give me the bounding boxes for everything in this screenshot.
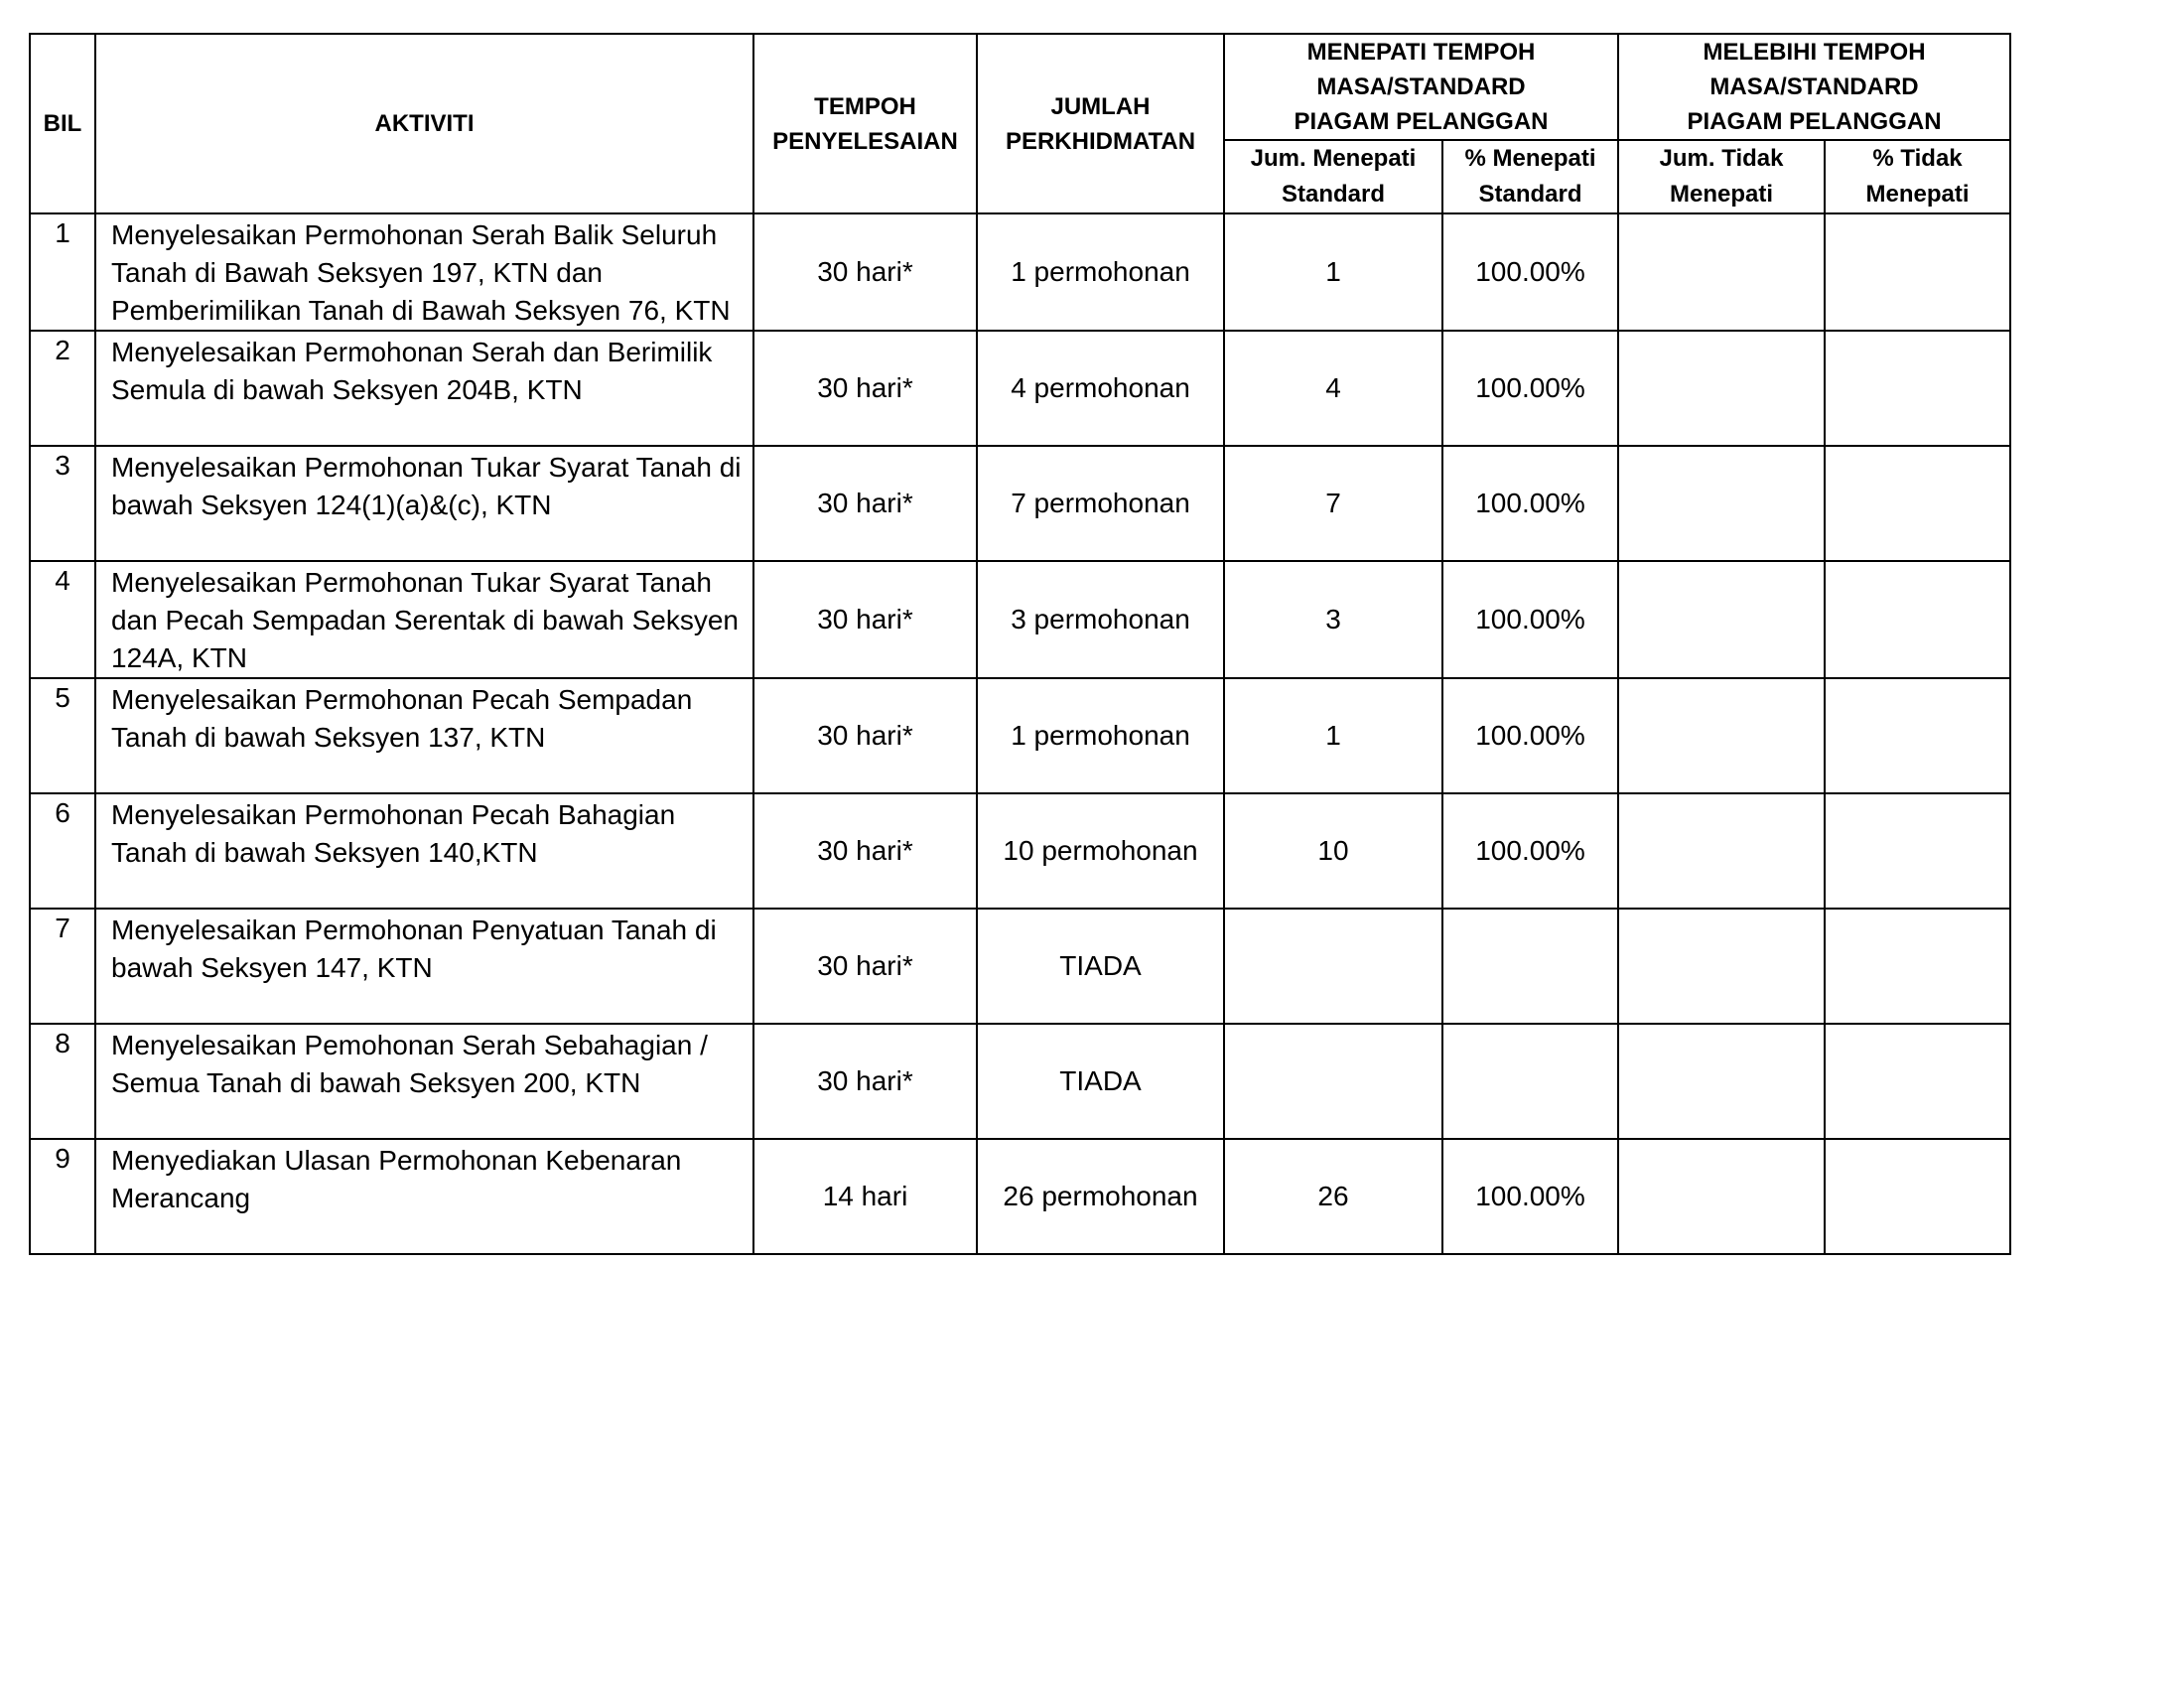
table-row (30, 909, 2010, 1024)
header-jum-tidak-menepati: Jum. Tidak Menepati (1618, 140, 1825, 213)
cell-jum-menepati (1224, 1024, 1442, 1139)
cell-jum-menepati (1224, 909, 1442, 1024)
cell-pct-tidak (1825, 213, 2010, 331)
cell-tempoh: 30 hari* (753, 678, 977, 793)
table-body (30, 213, 2010, 1254)
cell-bil: 6 (30, 793, 95, 909)
cell-jum-menepati: 7 (1224, 446, 1442, 561)
cell-jum-tidak (1618, 678, 1825, 793)
table-row (30, 1024, 2010, 1139)
header-jumlah-perkhidmatan: JUMLAH PERKHIDMATAN (977, 34, 1224, 213)
header-group-melebihi: MELEBIHI TEMPOH MASA/STANDARD PIAGAM PELANGGAN (1618, 34, 2010, 140)
cell-jum-menepati: 26 (1224, 1139, 1442, 1254)
cell-tempoh: 30 hari* (753, 446, 977, 561)
cell-pct-tidak (1825, 1139, 2010, 1254)
table-row (30, 678, 2010, 793)
cell-bil: 7 (30, 909, 95, 1024)
cell-tempoh: 30 hari* (753, 1024, 977, 1139)
cell-jum-tidak (1618, 213, 1825, 331)
cell-pct-menepati: 100.00% (1442, 678, 1618, 793)
cell-jum-tidak (1618, 331, 1825, 446)
cell-pct-menepati: 100.00% (1442, 213, 1618, 331)
cell-pct-tidak (1825, 678, 2010, 793)
cell-aktiviti: Menyelesaikan Permohonan Tukar Syarat Tanah dan Pecah Sempadan Serentak di bawah Seksyen 124A, KTN (95, 561, 753, 678)
cell-aktiviti: Menyelesaikan Permohonan Serah dan Berimilik Semula di bawah Seksyen 204B, KTN (95, 331, 753, 446)
cell-jumlah: 1 permohonan (977, 678, 1224, 793)
cell-aktiviti: Menyelesaikan Permohonan Tukar Syarat Tanah di bawah Seksyen 124(1)(a)&(c), KTN (95, 446, 753, 561)
cell-tempoh: 30 hari* (753, 331, 977, 446)
header-group-menepati: MENEPATI TEMPOH MASA/STANDARD PIAGAM PELANGGAN (1224, 34, 1618, 140)
cell-pct-menepati: 100.00% (1442, 331, 1618, 446)
cell-pct-tidak (1825, 793, 2010, 909)
cell-bil: 2 (30, 331, 95, 446)
cell-jumlah: TIADA (977, 909, 1224, 1024)
table-header (30, 34, 2010, 213)
cell-jum-menepati: 1 (1224, 213, 1442, 331)
cell-bil: 9 (30, 1139, 95, 1254)
cell-jumlah: 3 permohonan (977, 561, 1224, 678)
cell-jumlah: 1 permohonan (977, 213, 1224, 331)
cell-bil: 8 (30, 1024, 95, 1139)
cell-pct-menepati (1442, 1024, 1618, 1139)
cell-jum-menepati: 1 (1224, 678, 1442, 793)
cell-jumlah: 4 permohonan (977, 331, 1224, 446)
header-pct-tidak-menepati: % Tidak Menepati (1825, 140, 2010, 213)
cell-jum-tidak (1618, 1024, 1825, 1139)
table-row (30, 331, 2010, 446)
cell-aktiviti: Menyelesaikan Permohonan Pecah Bahagian Tanah di bawah Seksyen 140,KTN (95, 793, 753, 909)
cell-tempoh: 30 hari* (753, 213, 977, 331)
header-bil: BIL (30, 34, 95, 213)
cell-jum-tidak (1618, 909, 1825, 1024)
table-row (30, 561, 2010, 678)
cell-pct-tidak (1825, 1024, 2010, 1139)
cell-aktiviti: Menyelesaikan Permohonan Pecah Sempadan Tanah di bawah Seksyen 137, KTN (95, 678, 753, 793)
header-aktiviti: AKTIVITI (95, 34, 753, 213)
cell-tempoh: 30 hari* (753, 793, 977, 909)
cell-aktiviti: Menyelesaikan Permohonan Serah Balik Seluruh Tanah di Bawah Seksyen 197, KTN dan Pemberimilikan Tanah di Bawah Seksyen 76, KTN (95, 213, 753, 331)
cell-bil: 4 (30, 561, 95, 678)
cell-pct-tidak (1825, 909, 2010, 1024)
table-row (30, 446, 2010, 561)
cell-aktiviti: Menyelesaikan Permohonan Penyatuan Tanah di bawah Seksyen 147, KTN (95, 909, 753, 1024)
cell-pct-menepati: 100.00% (1442, 793, 1618, 909)
header-pct-menepati: % Menepati Standard (1442, 140, 1618, 213)
header-tempoh-penyelesaian: TEMPOH PENYELESAIAN (753, 34, 977, 213)
cell-pct-menepati: 100.00% (1442, 446, 1618, 561)
cell-tempoh: 14 hari (753, 1139, 977, 1254)
cell-jumlah: TIADA (977, 1024, 1224, 1139)
cell-jumlah: 10 permohonan (977, 793, 1224, 909)
cell-jum-menepati: 4 (1224, 331, 1442, 446)
cell-jum-tidak (1618, 561, 1825, 678)
cell-aktiviti: Menyelesaikan Pemohonan Serah Sebahagian / Semua Tanah di bawah Seksyen 200, KTN (95, 1024, 753, 1139)
cell-pct-tidak (1825, 561, 2010, 678)
cell-aktiviti: Menyediakan Ulasan Permohonan Kebenaran Merancang (95, 1139, 753, 1254)
table-row (30, 793, 2010, 909)
cell-pct-tidak (1825, 446, 2010, 561)
cell-jum-tidak (1618, 1139, 1825, 1254)
cell-jum-menepati: 10 (1224, 793, 1442, 909)
cell-jumlah: 7 permohonan (977, 446, 1224, 561)
cell-pct-tidak (1825, 331, 2010, 446)
cell-pct-menepati: 100.00% (1442, 1139, 1618, 1254)
service-performance-table (29, 33, 2011, 1255)
cell-tempoh: 30 hari* (753, 561, 977, 678)
cell-bil: 1 (30, 213, 95, 331)
cell-pct-menepati: 100.00% (1442, 561, 1618, 678)
header-jum-menepati: Jum. Menepati Standard (1224, 140, 1442, 213)
cell-bil: 3 (30, 446, 95, 561)
cell-tempoh: 30 hari* (753, 909, 977, 1024)
cell-jum-tidak (1618, 446, 1825, 561)
cell-bil: 5 (30, 678, 95, 793)
cell-pct-menepati (1442, 909, 1618, 1024)
table-row (30, 213, 2010, 331)
cell-jum-tidak (1618, 793, 1825, 909)
cell-jum-menepati: 3 (1224, 561, 1442, 678)
cell-jumlah: 26 permohonan (977, 1139, 1224, 1254)
table-row (30, 1139, 2010, 1254)
